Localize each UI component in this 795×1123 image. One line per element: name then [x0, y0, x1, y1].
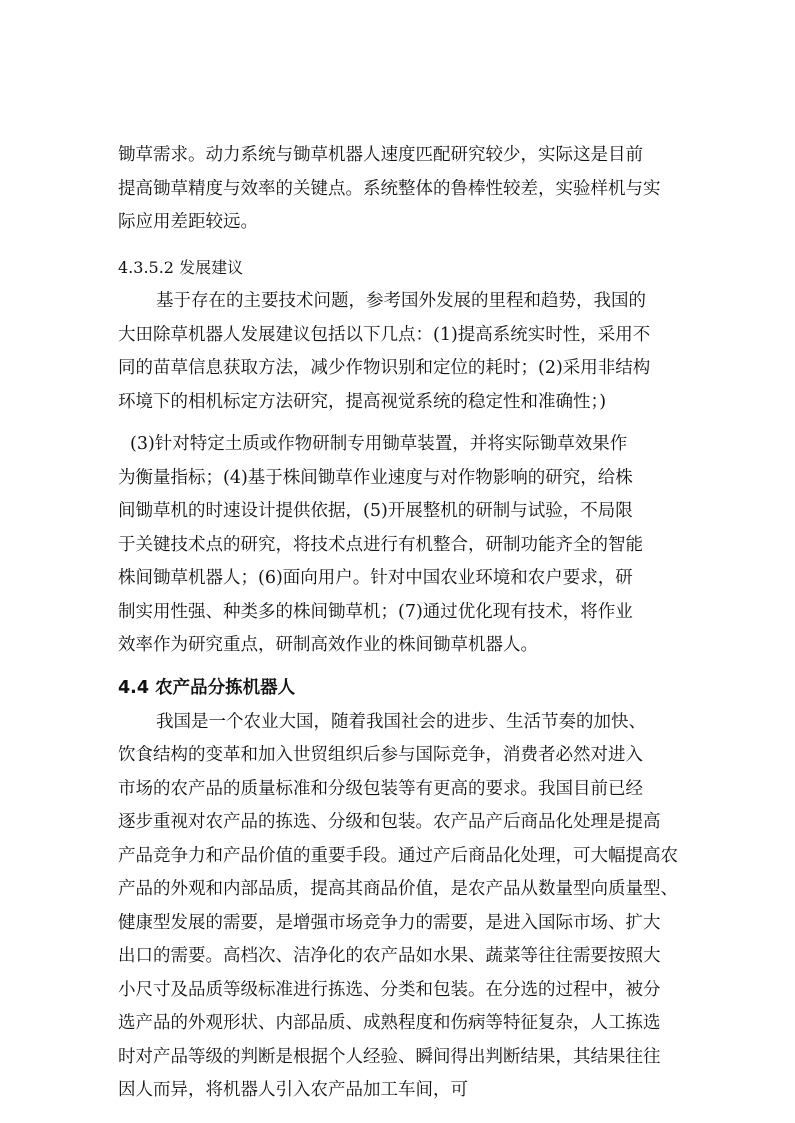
paragraph-line: 环境下的相机标定方法研究，提高视觉系统的稳定性和准确性；) [118, 392, 607, 412]
paragraph-line: 同的苗草信息获取方法，减少作物识别和定位的耗时；(2)采用非结构 [118, 358, 651, 378]
paragraph-line: 时对产品等级的判断是根据个人经验、瞬间得出判断结果，其结果往往 [118, 1047, 661, 1067]
paragraph-line: 小尺寸及品质等级标准进行拣选、分类和包装。在分选的过程中，被分 [118, 980, 661, 1000]
paragraph-line: 际应用差距较远。 [118, 212, 258, 232]
paragraph-line: 锄草需求。动力系统与锄草机器人速度匹配研究较少，实际这是目前 [118, 145, 643, 165]
paragraph-line: 间锄草机的时速设计提供依据，(5)开展整机的研制与试验，不局限 [118, 501, 633, 521]
paragraph-line: 效率作为研究重点，研制高效作业的株间锄草机器人。 [118, 635, 538, 655]
subsection-heading: 4.3.5.2 发展建议 [118, 258, 244, 277]
paragraph-line: 因人而异，将机器人引入农产品加工车间，可 [118, 1080, 468, 1100]
paragraph-line: 制实用性强、种类多的株间锄草机；(7)通过优化现有技术，将作业 [118, 602, 633, 622]
paragraph-line: 为衡量指标；(4)基于株间锄草作业速度与对作物影响的研究，给株 [118, 468, 633, 488]
paragraph-line: 出口的需要。高档次、洁净化的农产品如水果、蔬菜等往往需要按照大 [118, 946, 661, 966]
paragraph-line: 逐步重视对农产品的拣选、分级和包装。农产品产后商品化处理是提高 [118, 812, 661, 832]
section-heading: 4.4 农产品分拣机器人 [118, 678, 296, 698]
paragraph-line: 我国是一个农业大国，随着我国社会的进步、生活节奏的加快、 [156, 712, 646, 732]
paragraph-line: 产品的外观和内部品质，提高其商品价值，是农产品从数量型向质量型、 [118, 879, 678, 899]
paragraph-line: 健康型发展的需要，是增强市场竞争力的需要，是进入国际市场、扩大 [118, 913, 661, 933]
paragraph-line: 株间锄草机器人；(6)面向用户。针对中国农业环境和农户要求，研 [118, 568, 633, 588]
paragraph-line: 基于存在的主要技术问题，参考国外发展的里程和趋势，我国的 [156, 291, 646, 311]
paragraph-line: 于关键技术点的研究，将技术点进行有机整合，研制功能齐全的智能 [118, 535, 643, 555]
paragraph-line: 提高锄草精度与效率的关键点。系统整体的鲁棒性较差，实验样机与实 [118, 179, 661, 199]
paragraph-line: (3)针对特定土质或作物研制专用锄草装置，并将实际锄草效果作 [130, 434, 628, 454]
paragraph-line: 选产品的外观形状、内部品质、成熟程度和伤病等特征复杂，人工拣选 [118, 1013, 661, 1033]
paragraph-line: 大田除草机器人发展建议包括以下几点：(1)提高系统实时性，采用不 [118, 325, 651, 345]
paragraph-line: 市场的农产品的质量标准和分级包装等有更高的要求。我国目前已经 [118, 779, 643, 799]
paragraph-line: 饮食结构的变革和加入世贸组织后参与国际竞争，消费者必然对进入 [118, 745, 643, 765]
paragraph-line: 产品竞争力和产品价值的重要手段。通过产后商品化处理，可大幅提高农 [118, 846, 678, 866]
